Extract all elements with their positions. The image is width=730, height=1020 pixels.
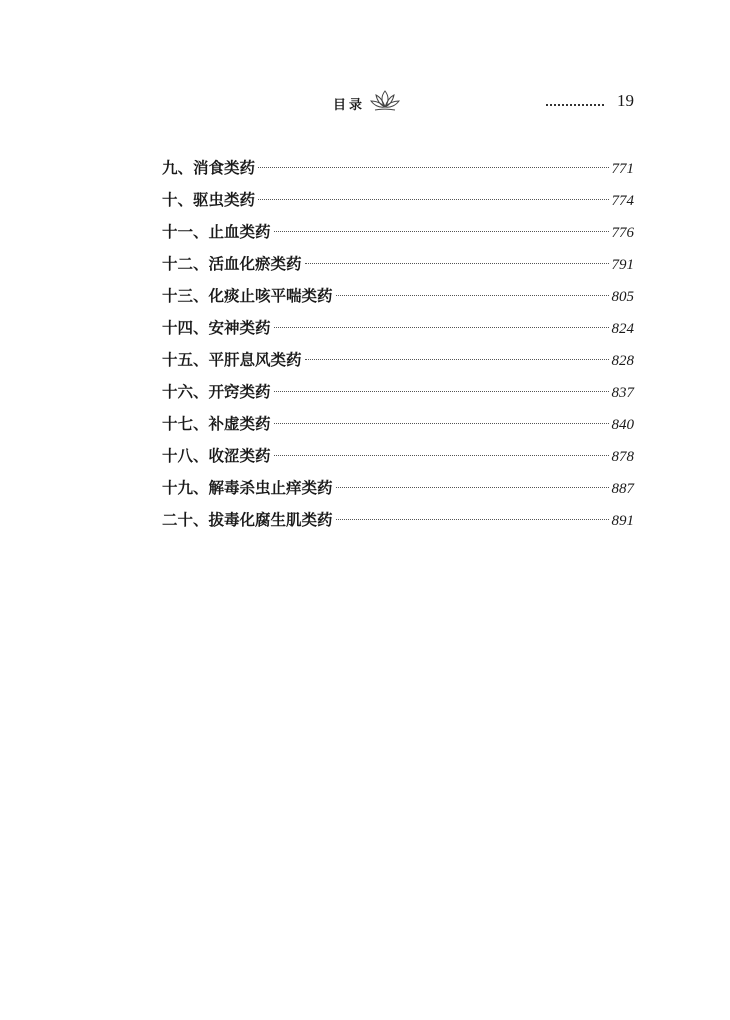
toc-entry-label: 二十、拔毒化腐生肌类药 — [162, 511, 333, 529]
toc-entry[interactable] — [162, 408, 634, 440]
toc-entry[interactable] — [162, 152, 634, 184]
toc-entry-label: 十八、收涩类药 — [162, 447, 271, 465]
toc-entry[interactable] — [162, 440, 634, 472]
toc-entry-label: 十三、化痰止咳平喘类药 — [162, 287, 333, 305]
toc-dot-leader — [336, 519, 609, 520]
toc-entry-label: 十六、开窍类药 — [162, 383, 271, 401]
page-header — [0, 86, 730, 122]
toc-entry-page: 840 — [611, 417, 634, 433]
toc-entry[interactable] — [162, 472, 634, 504]
toc-entry-page: 837 — [611, 385, 634, 401]
lotus-icon — [369, 88, 401, 114]
toc-entry-page: 878 — [611, 449, 634, 465]
toc-entry-label: 十二、活血化瘀类药 — [162, 255, 302, 273]
toc-entry-page: 771 — [611, 161, 634, 177]
toc-dot-leader — [274, 391, 609, 392]
header-page-number: 19 — [617, 91, 634, 110]
toc-dot-leader — [274, 231, 609, 232]
toc-entry[interactable] — [162, 312, 634, 344]
toc-entry-page: 774 — [611, 193, 634, 209]
toc-dot-leader — [258, 199, 608, 200]
table-of-contents — [162, 152, 634, 536]
toc-entry-label: 十七、补虚类药 — [162, 415, 271, 433]
toc-entry-label: 十四、安神类药 — [162, 319, 271, 337]
toc-entry-label: 十一、止血类药 — [162, 223, 271, 241]
toc-entry-label: 十九、解毒杀虫止痒类药 — [162, 479, 333, 497]
toc-dot-leader — [274, 423, 609, 424]
toc-dot-leader — [336, 295, 609, 296]
toc-entry-page: 805 — [611, 289, 634, 305]
toc-entry-page: 891 — [611, 513, 634, 529]
toc-entry-label: 十、驱虫类药 — [162, 191, 256, 209]
toc-entry-page: 887 — [611, 481, 634, 497]
header-dot-leader — [546, 104, 604, 106]
toc-entry[interactable] — [162, 504, 634, 536]
toc-dot-leader — [274, 327, 609, 328]
toc-dot-leader — [305, 263, 609, 264]
toc-entry-page: 828 — [611, 353, 634, 369]
toc-dot-leader — [305, 359, 609, 360]
toc-entry[interactable] — [162, 216, 634, 248]
toc-entry[interactable] — [162, 280, 634, 312]
header-title: 目录 — [333, 98, 366, 113]
toc-entry-label: 十五、平肝息风类药 — [162, 351, 302, 369]
toc-entry-page: 824 — [611, 321, 634, 337]
toc-entry[interactable] — [162, 344, 634, 376]
toc-entry-page: 776 — [611, 225, 634, 241]
toc-dot-leader — [274, 455, 609, 456]
toc-entry[interactable] — [162, 184, 634, 216]
toc-entry-label: 九、消食类药 — [162, 159, 256, 177]
toc-entry[interactable] — [162, 376, 634, 408]
toc-entry[interactable] — [162, 248, 634, 280]
toc-entry-page: 791 — [611, 257, 634, 273]
toc-dot-leader — [258, 167, 608, 168]
toc-dot-leader — [336, 487, 609, 488]
